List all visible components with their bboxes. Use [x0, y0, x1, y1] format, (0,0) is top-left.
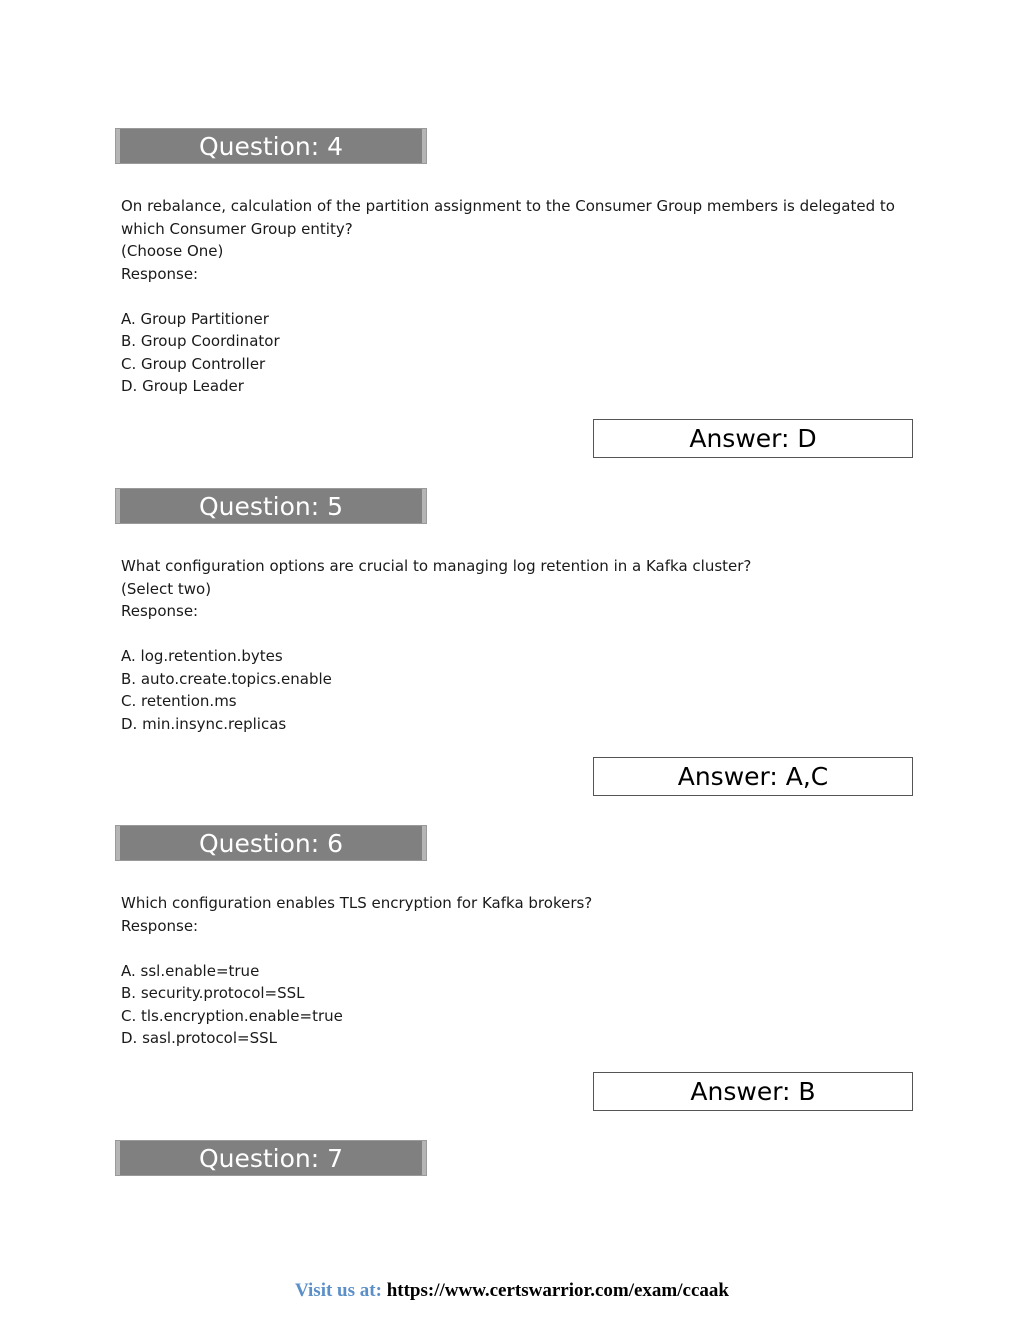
question-5-answer-box [593, 757, 913, 796]
spacer [121, 285, 921, 308]
spacer [121, 937, 921, 960]
question-6-header [115, 825, 427, 861]
question-5-answer: Answer: A,C [677, 762, 829, 791]
question-4-option-a: A. Group Partitioner [121, 309, 269, 328]
question-5-title: Question: 5 [198, 492, 344, 521]
question-5-header [115, 488, 427, 524]
question-5-option-c: C. retention.ms [121, 692, 237, 710]
question-4-response-label: Response: [121, 264, 199, 283]
question-4-text-line-2: which Consumer Group entity? [121, 219, 353, 238]
question-4-body [121, 195, 921, 398]
question-4-option-b: B. Group Coordinator [121, 332, 280, 350]
question-6-option-b: B. security.protocol=SSL [121, 984, 305, 1002]
question-6-option-c: C. tls.encryption.enable=true [121, 1006, 343, 1025]
question-4-answer: Answer: D [689, 424, 817, 453]
question-6-text-line-1: Which configuration enables TLS encryption for Kafka brokers? [121, 894, 593, 912]
question-5-option-d: D. min.insync.replicas [121, 714, 287, 733]
question-6-title: Question: 6 [198, 829, 344, 858]
question-5-response-label: Response: [121, 602, 199, 620]
question-6-body [121, 892, 921, 1050]
question-5-instruction: (Select two) [121, 579, 212, 598]
question-4-option-c: C. Group Controller [121, 354, 266, 373]
question-4-text-line-1: On rebalance, calculation of the partition assignment to the Consumer Group members is delegated to [121, 197, 895, 215]
question-5-text-line-1: What configuration options are crucial to managing log retention in a Kafka cluster? [121, 557, 752, 575]
question-4-option-d: D. Group Leader [121, 377, 244, 395]
footer [0, 1280, 1024, 1302]
question-5-option-b: B. auto.create.topics.enable [121, 669, 332, 688]
question-6-response-label: Response: [121, 916, 199, 935]
question-4-header [115, 128, 427, 164]
question-6-answer: Answer: B [690, 1077, 816, 1106]
question-6-option-a: A. ssl.enable=true [121, 961, 260, 980]
question-4-answer-box [593, 419, 913, 458]
question-7-title: Question: 7 [198, 1144, 344, 1173]
question-4-instruction: (Choose One) [121, 242, 224, 260]
question-4-title: Question: 4 [198, 132, 344, 161]
question-5-body [121, 555, 921, 735]
question-6-answer-box [593, 1072, 913, 1111]
question-5-option-a: A. log.retention.bytes [121, 647, 283, 665]
question-6-option-d: D. sasl.protocol=SSL [121, 1029, 277, 1047]
spacer [121, 623, 921, 646]
footer-link[interactable]: https://www.certswarrior.com/exam/ccaak [386, 1280, 729, 1301]
footer-label: Visit us at: [295, 1280, 382, 1301]
question-7-header [115, 1140, 427, 1176]
